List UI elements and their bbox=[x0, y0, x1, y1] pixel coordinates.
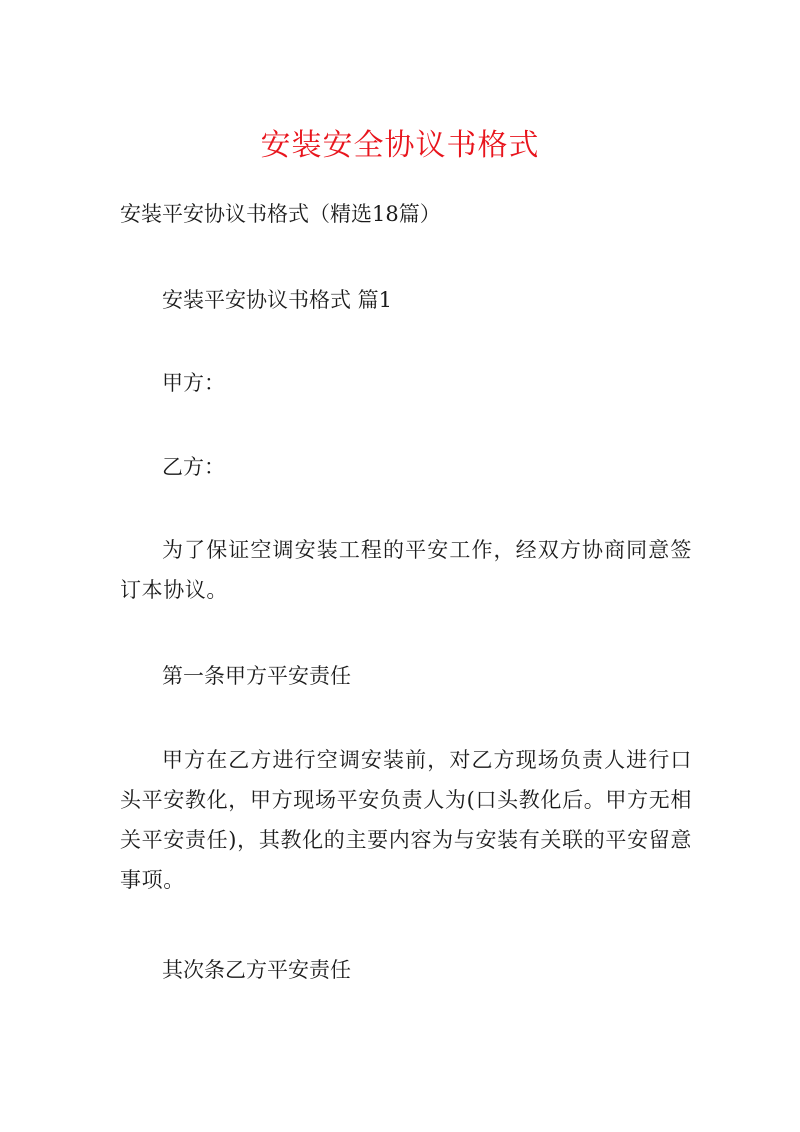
section-heading: 安装平安协议书格式 篇1 bbox=[162, 288, 393, 312]
intro-paragraph: 为了保证空调安装工程的平安工作，经双方协商同意签订本协议。 bbox=[120, 538, 692, 602]
document-subtitle: 安装平安协议书格式（精选18篇） bbox=[120, 202, 441, 226]
article1-heading: 第一条甲方平安责任 bbox=[162, 664, 351, 688]
article1-paragraph: 甲方在乙方进行空调安装前，对乙方现场负责人进行口头平安教化，甲方现场平安负责人为(口头教化后。甲方无相关平安责任)，其教化的主要内容为与安装有关联的平安留意事项。 bbox=[120, 748, 692, 892]
document-title: 安装安全协议书格式 bbox=[260, 128, 540, 163]
party-a-label: 甲方： bbox=[162, 371, 225, 395]
party-b-label: 乙方： bbox=[162, 455, 225, 479]
article2-heading: 其次条乙方平安责任 bbox=[162, 958, 351, 982]
